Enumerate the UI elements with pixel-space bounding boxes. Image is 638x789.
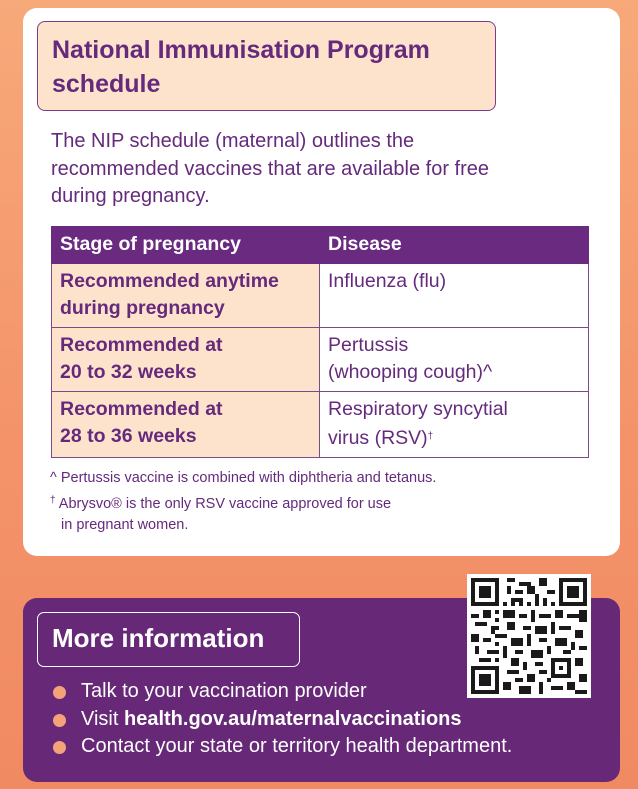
disease-cell xyxy=(320,327,589,391)
schedule-intro xyxy=(51,128,591,211)
disease-cell xyxy=(320,391,589,457)
bullet-provider: Talk to your vaccination provider xyxy=(81,680,367,702)
more-info-panel xyxy=(23,598,620,782)
dagger-mark: † xyxy=(427,431,434,442)
stage-line: Recommended at xyxy=(60,397,223,420)
stage-line: 20 to 32 weeks xyxy=(60,361,197,383)
bullet-dot-icon xyxy=(53,686,66,699)
qr-code-graphic xyxy=(471,578,587,694)
disease-text: virus (RSV) xyxy=(328,427,428,449)
table-row xyxy=(52,391,589,457)
disease-line: Pertussis xyxy=(328,333,409,356)
header-stage: Stage of pregnancy xyxy=(52,227,320,264)
schedule-title-line-2: schedule xyxy=(52,70,161,98)
stage-cell xyxy=(52,391,320,457)
more-info-heading: More information xyxy=(37,612,300,667)
stage-line: 28 to 36 weeks xyxy=(60,425,197,447)
header-disease: Disease xyxy=(320,227,589,264)
intro-line-2: recommended vaccines that are available for free xyxy=(51,157,490,180)
more-info-list xyxy=(51,678,512,761)
stage-cell xyxy=(52,263,320,327)
stage-line: Recommended anytime xyxy=(60,269,279,292)
table-row xyxy=(52,327,589,391)
footnote-rsv-text: Abrysvo® is the only RSV vaccine approved for use xyxy=(55,495,392,512)
stage-cell xyxy=(52,327,320,391)
disease-line: Influenza (flu) xyxy=(328,269,447,292)
footnote-rsv-line-2: in pregnant women. xyxy=(61,517,189,533)
footnotes xyxy=(50,468,590,537)
dagger-mark: † xyxy=(50,494,56,506)
disease-line: (whooping cough)^ xyxy=(328,361,493,383)
bullet-visit-prefix: Visit xyxy=(81,707,124,730)
table-header-row xyxy=(52,227,589,264)
bullet-dot-icon xyxy=(53,741,66,754)
schedule-card xyxy=(23,8,620,556)
stage-line: during pregnancy xyxy=(60,297,225,319)
footnote-pertussis: ^ Pertussis vaccine is combined with diphtheria and tetanus. xyxy=(50,470,437,486)
list-item xyxy=(51,706,512,734)
footnote-rsv xyxy=(50,490,590,516)
schedule-title xyxy=(37,21,496,111)
bullet-state: Contact your state or territory health department. xyxy=(81,735,513,757)
stage-line: Recommended at xyxy=(60,333,223,356)
disease-cell xyxy=(320,263,589,327)
maternal-vaccinations-link[interactable]: health.gov.au/maternalvaccinations xyxy=(123,707,462,730)
intro-line-1: The NIP schedule (maternal) outlines the xyxy=(51,130,415,152)
table-row xyxy=(52,263,589,327)
disease-line xyxy=(328,423,580,453)
bullet-dot-icon xyxy=(53,714,66,727)
list-item xyxy=(51,678,512,706)
list-item xyxy=(51,733,512,761)
schedule-table xyxy=(51,226,589,458)
disease-line: Respiratory syncytial xyxy=(328,397,508,420)
schedule-title-line-1: National Immunisation Program xyxy=(52,36,430,64)
intro-line-3: during pregnancy. xyxy=(51,185,210,207)
